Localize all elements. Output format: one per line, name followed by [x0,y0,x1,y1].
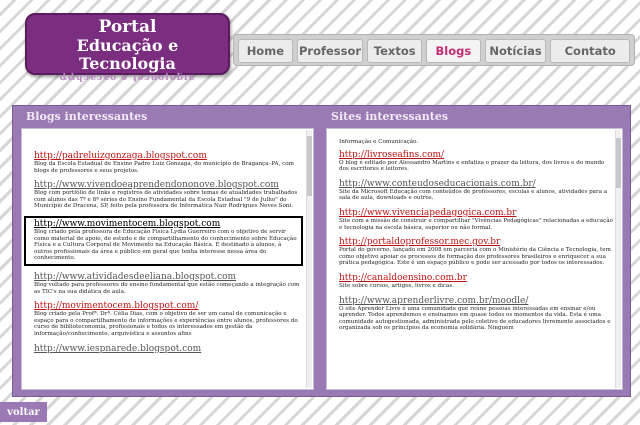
site-description: Site sobre cursos, artigos, livros e dicas. [339,282,455,289]
list-item-highlighted [24,216,303,266]
site-description: Site da Microsoft Educação com conteúdos de professores, escolas e alunos, atividades para a sala de aula, downloads e outros. [339,188,608,202]
list-item [339,150,616,173]
sites-list[interactable] [326,128,623,390]
list-item [339,273,616,290]
site-link[interactable]: http://canaldoensino.com.br [339,272,467,283]
blog-link[interactable]: http://www.vivendoeaprendendononove.blogspot.com [34,180,279,191]
sites-scrollbar[interactable] [615,130,621,388]
blog-link[interactable]: http://movimentocem.blogspot.com/ [34,301,199,312]
logo-title-line2: Educação e Tecnologia [76,36,179,73]
blog-link[interactable]: http://padreluizgonzaga.blogspot.com [34,151,207,161]
blog-description: Blog voltado para professores do ensino fundamental que estão começando a integração com as TIC's na sua didática de aula. [34,281,300,295]
nav-textos[interactable]: Textos [367,39,422,63]
main-nav [233,34,635,66]
back-button[interactable]: voltar [0,402,47,422]
nav-professor[interactable]: Professor [297,39,364,63]
nav-noticias[interactable]: Notícias [485,39,547,63]
scrollbar-thumb[interactable] [307,136,312,196]
blogs-list[interactable] [21,128,314,390]
site-description: O site Aprender Livre é uma comunidade que reúne pessoas interessadas em ensinar e/ou aprender. Todos aprendemos e ensinamos em quase todos os momentos da vida. Esta é uma comunidade autogestionada, administrada pelo coletivo de educadores livremente associados e organizada sob os princípios da economia solidária. Ninguém [339,305,611,332]
blog-link[interactable]: http://www.atividadesdeeliana.blogspot.com [34,271,237,282]
site-link[interactable]: http://portaldoprofessor.mec.gov.br [339,237,501,248]
list-item [34,301,307,337]
list-item [339,296,616,332]
list-item [34,151,307,174]
site-description: O blog é editado por Alessandro Martins e enfatiza o prazer da leitura, dos livros e do mundo dos escritores e leitores. [339,159,605,173]
blog-description: Blog criado pela Profª. Drª. Célia Dias, com o objetivo de ser um canal de comunicação e espaço para o compartilhamento de informações e experiências entre alunos, professores do curso de biblioteconomia, profissionais e todos os interessados em gestão da informação/conhecimento, arquivística e assuntos afins [34,311,298,337]
blog-description: Blog criado pela professora de Educação Física Lydia Guerreiro com o objetivo de servir como material de apoio, de estudo e de compartilhamento do conhecimento sobre Educação Física e a Cultura Corporal de Movimento na Educação Básica. É destinado à alunos, à outros profissionais da área e público em geral que tenha interesse nessa área do conhecimento. [34,228,297,262]
blog-description: Blog da Escola Estadual de Ensino Padre Luiz Gonzaga, do município de Bragança–PA, com blogs de professores e seus projetos. [34,161,294,174]
scrollbar-thumb[interactable] [616,138,621,188]
site-link[interactable]: http://www.vivenciapedagogica.com.br [339,207,517,218]
site-logo[interactable] [25,13,230,83]
site-link[interactable]: http://www.conteudoseducacionais.com.br/ [339,178,536,189]
site-link[interactable]: http://www.aprenderlivre.com.br/moodle/ [339,295,529,306]
site-link[interactable]: http://livroseafins.com/ [339,149,445,160]
nav-blogs[interactable]: Blogs [426,39,481,63]
blogs-title: Blogs interessantes [26,110,148,123]
nav-contato[interactable]: Contato [550,39,630,63]
site-description: Site com a missão de construir e compartilhar "Vivências Pedagógicas" relacionadas a educação e tecnologia na escola básica, superior ou não formal. [339,217,613,231]
sites-title: Sites interessantes [331,110,449,123]
list-item [34,180,307,210]
blog-description: Blog com portfólio de links e registros de atividades sobre temas de atualidades trabalhados com alunos das 7ª e 8ª séries do Ensino Fundamental da Escola Estadual "9 de Julho" do Município de Dracena, SP, feito pela professora de Informática Nair Rodrigues Neves Soni. [34,190,298,210]
logo-reflection: ȡȡɥɔɐɔɐo ə ʇəɔuoloƃıɐ [59,73,196,83]
list-item [34,344,307,354]
list-item [34,272,307,295]
blog-link[interactable]: http://www.movimentocem.blogspot.com [34,218,221,229]
blogs-scrollbar[interactable] [306,130,312,388]
nav-home[interactable]: Home [238,39,293,63]
site-description: Portal do governo, lançado em 2008 em parceria com o Ministério da Ciência e Tecnologia, tem como objetivo apoiar os processos de formação dos professores brasileiros e enriquecer a sua prática pedagógica. Este é um espaço público e pode ser acessado por todos os interessados. [339,247,611,267]
sites-intro: Informação e Comunicação. [339,139,419,145]
logo-title-line1: Portal [98,17,157,37]
blog-link[interactable]: http://www.iespnarede.blogspot.com [34,343,202,354]
list-item [339,179,616,202]
content-panel [12,105,631,397]
list-item [339,237,616,267]
list-item [339,208,616,231]
